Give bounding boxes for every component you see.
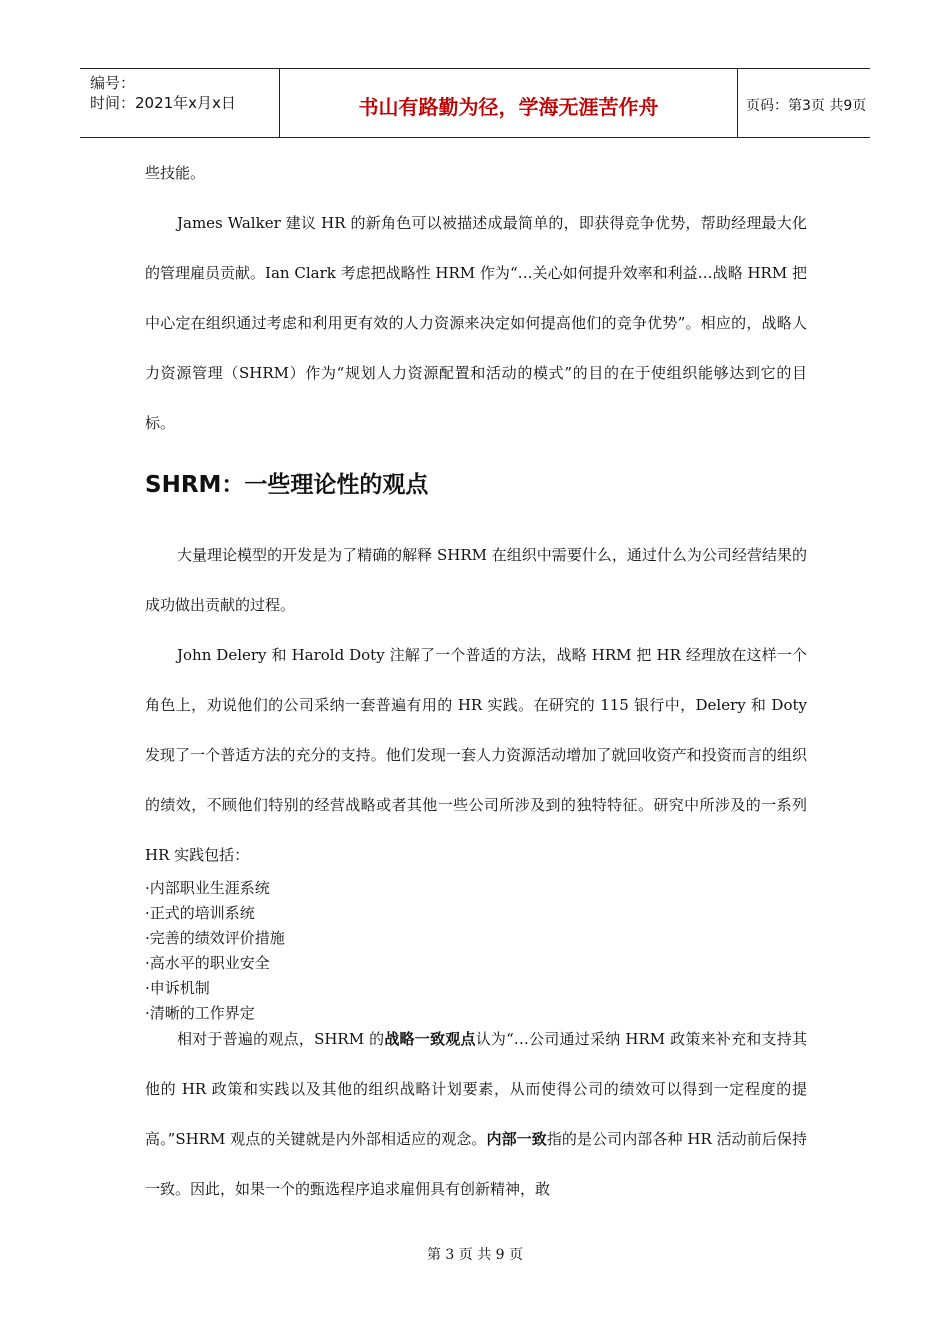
text-span: 指的是公司内部各种 HR 活动前后保持一致。因此，如果一个的甄选程序追求雇佣具有创新精神，敢	[145, 1130, 807, 1198]
paragraph-continuation: 些技能。	[145, 164, 206, 182]
header-page-info: 页码：第3页 共9页	[746, 98, 867, 114]
paragraph-delery-doty: John Delery 和 Harold Doty 注解了一个普适的方法，战略 HRM 把 HR 经理放在这样一个角色上，劝说他们的公司采纳一套普遍有用的 HR 实践。在研究的 115 银行中，Delery 和 Doty 发现了一个普适方法的充分的支持。他们发现一套人力资源活动增加了就回收资产和投资而言的组织的绩效，不顾他们特别的经营战略或者其他一些公司所涉及到的独特特征。研究中所涉及的一系列 HR 实践包括：	[145, 646, 807, 864]
list-item: ·内部职业生涯系统	[145, 879, 270, 897]
date-label: 时间：2021年x月x日	[90, 94, 236, 112]
text-span: 认为“…公司通过采纳 HRM 政策来补充和支持其他的 HR 政策和实践以及其他的组织战略计划要素，从而使得公司的绩效可以得到一定程度的提高。”SHRM 观点的关键就是内外部相适应的观念。	[145, 1030, 807, 1148]
section-heading: SHRM：一些理论性的观点	[145, 472, 429, 498]
list-item: ·正式的培训系统	[145, 904, 255, 922]
header-meta-cell	[80, 69, 280, 137]
paragraph-strategic-fit	[145, 1014, 807, 1214]
term-internal-consistency: 内部一致	[486, 1130, 547, 1148]
header-table	[80, 68, 870, 138]
hr-practice-list	[145, 876, 807, 1026]
list-item: ·清晰的工作界定	[145, 1004, 255, 1022]
header-motto: 书山有路勤为径，学海无涯苦作舟	[280, 69, 738, 137]
text-span: 相对于普遍的观点，SHRM 的	[177, 1030, 385, 1048]
list-item: ·申诉机制	[145, 979, 210, 997]
list-item: ·完善的绩效评价措施	[145, 929, 285, 947]
term-strategic-consistency: 战略一致观点	[384, 1030, 476, 1048]
paragraph-walker-clark: James Walker 建议 HR 的新角色可以被描述成最简单的，即获得竞争优势，帮助经理最大化的管理雇员贡献。Ian Clark 考虑把战略性 HRM 作为“…关心如何提升效率和利益…战略 HRM 把中心定在组织通过考虑和利用更有效的人力资源来决定如何提高他们的竞争优势”。相应的，战略人力资源管理（SHRM）作为“规划人力资源配置和活动的模式”的目的在于使组织能够达到它的目标。	[145, 214, 807, 432]
list-item: ·高水平的职业安全	[145, 954, 270, 972]
page-footer: 第 3 页 共 9 页	[426, 1247, 524, 1263]
document-body	[145, 148, 807, 1214]
paragraph-models: 大量理论模型的开发是为了精确的解释 SHRM 在组织中需要什么，通过什么为公司经营结果的成功做出贡献的过程。	[145, 546, 807, 614]
number-label: 编号：	[90, 74, 136, 92]
